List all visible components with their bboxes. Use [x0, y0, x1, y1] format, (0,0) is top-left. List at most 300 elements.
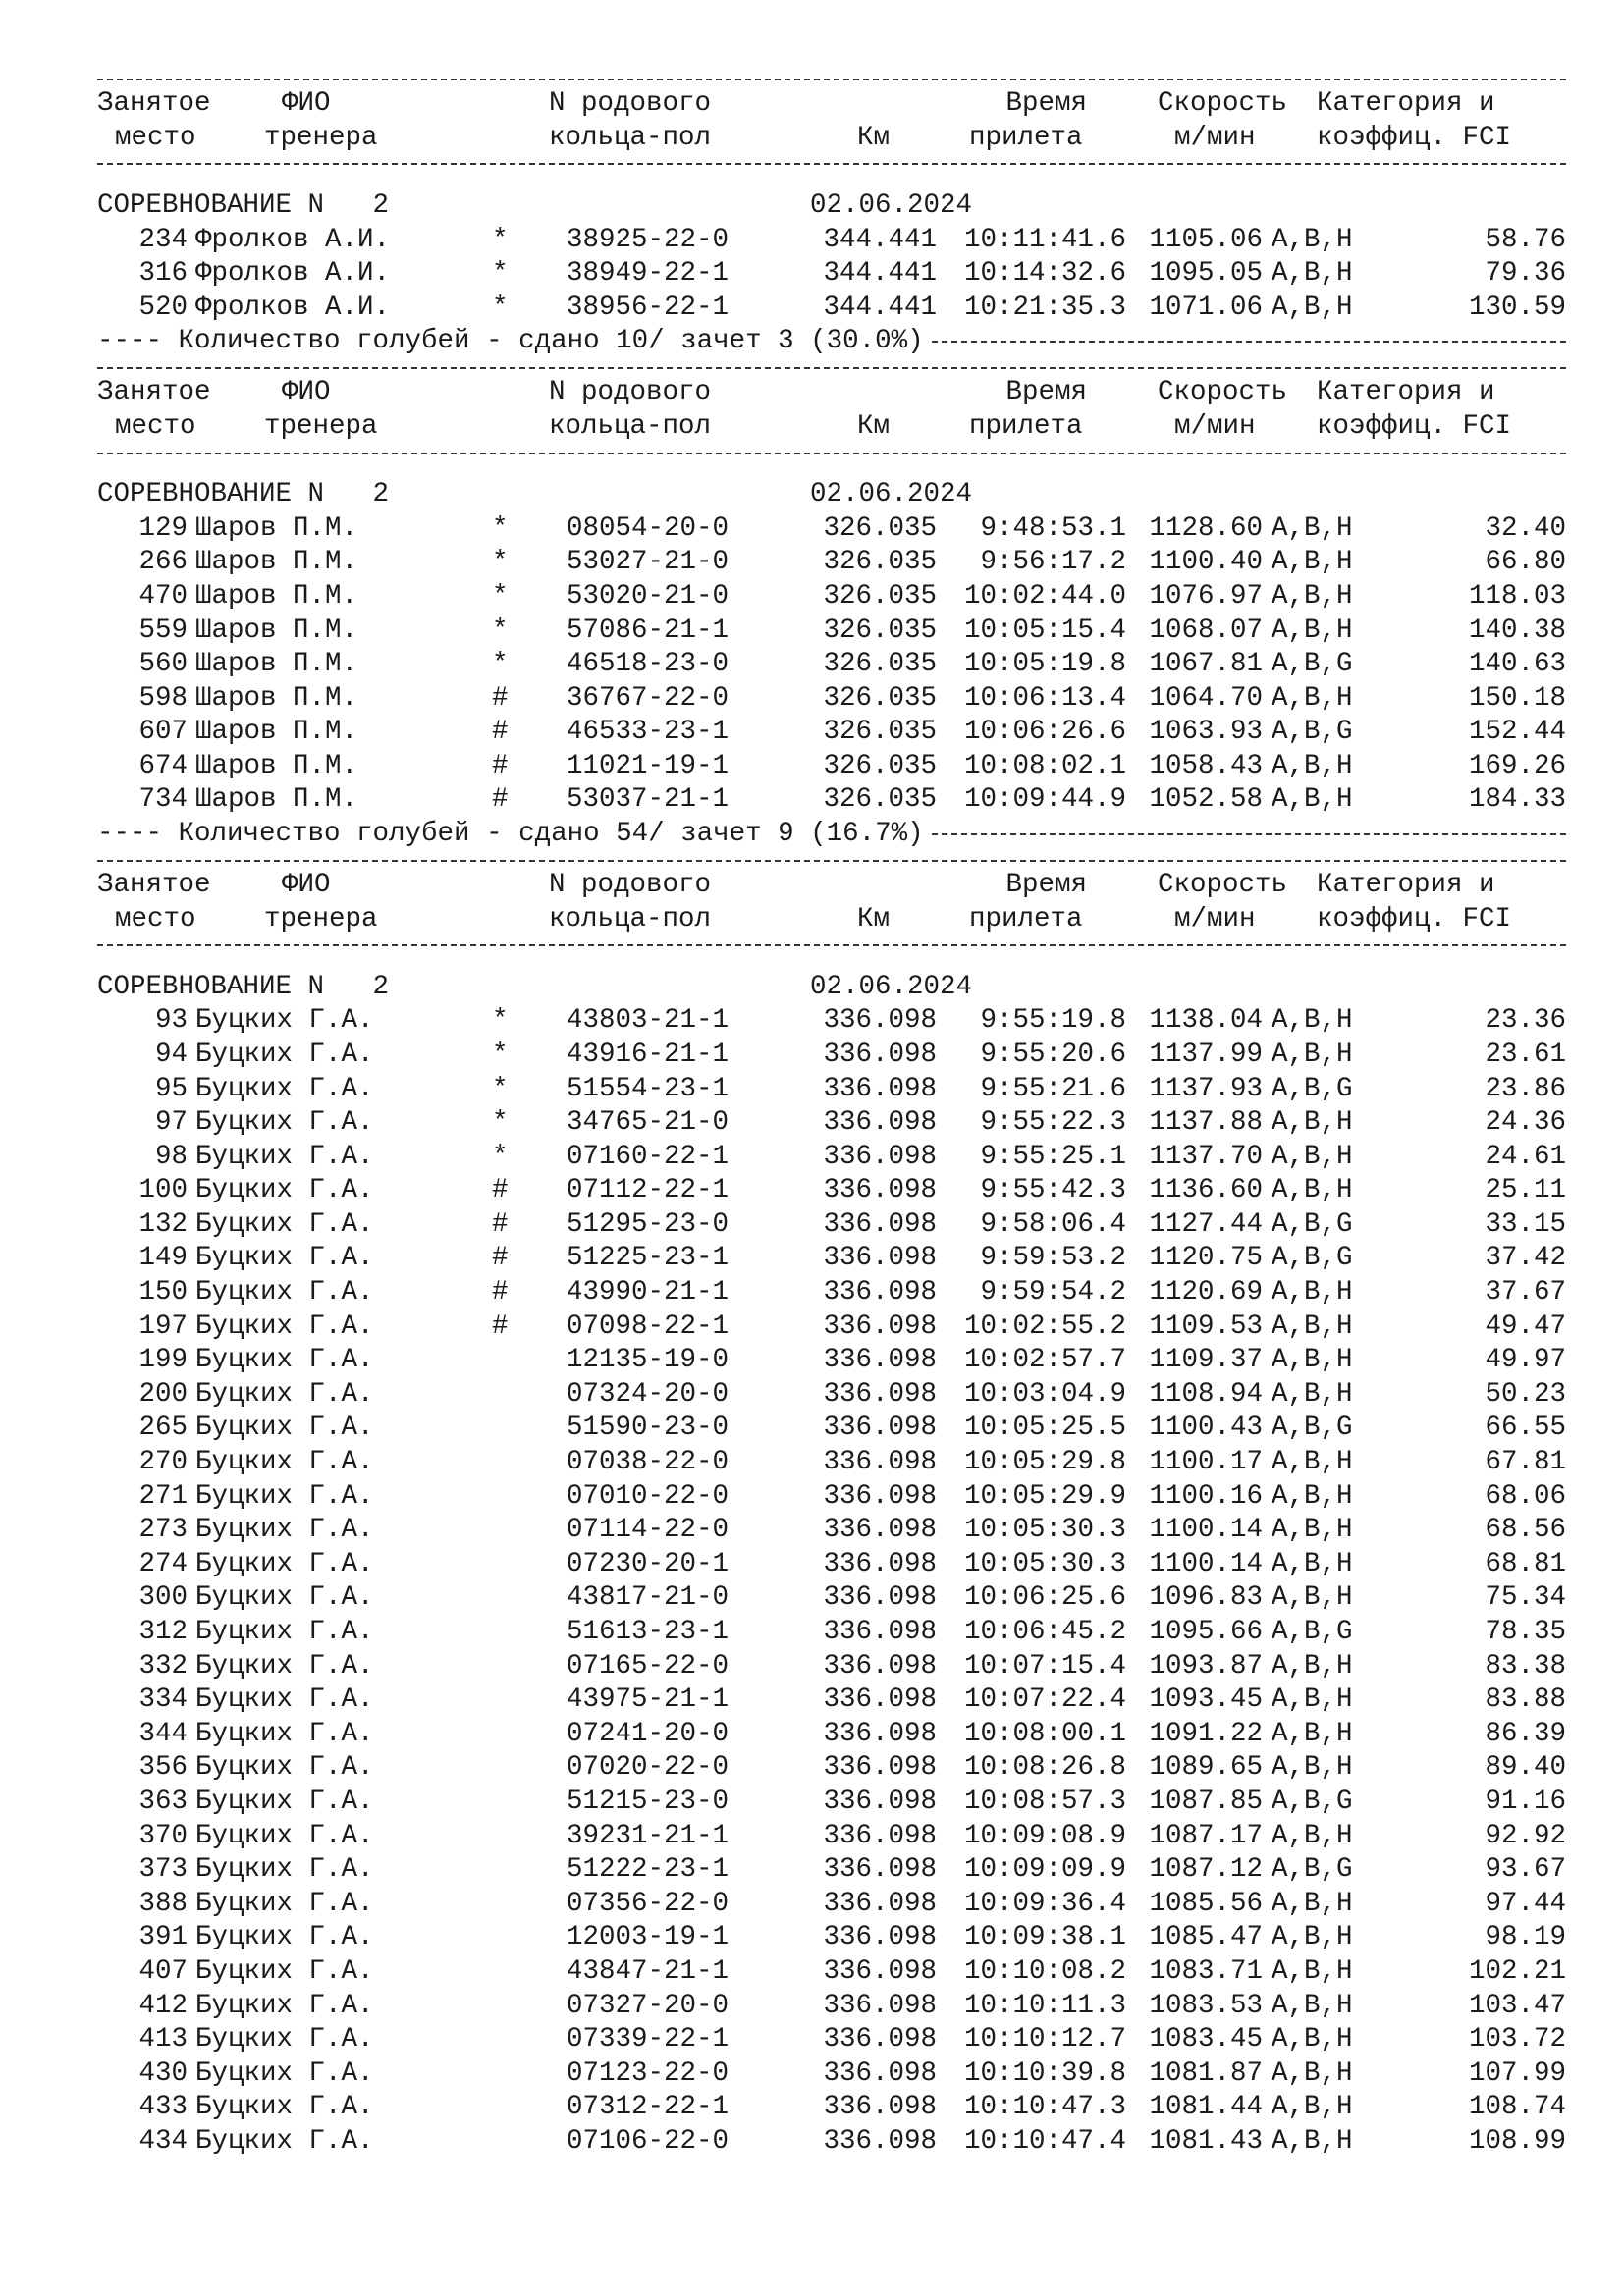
- header-ring-2: кольца-пол: [549, 122, 712, 153]
- ring-number: 51295-23-0: [567, 1208, 730, 1240]
- place: 132: [138, 1208, 188, 1240]
- speed: 1100.40: [1149, 547, 1263, 578]
- place: 273: [138, 1515, 188, 1546]
- header-ring: N родового: [549, 377, 712, 408]
- place: 363: [138, 1786, 188, 1817]
- category: A,B,H: [1272, 1141, 1353, 1172]
- place: 271: [138, 1480, 188, 1512]
- ring-number: 51215-23-0: [567, 1786, 730, 1817]
- arrival-time: 10:14:32.6: [963, 258, 1126, 290]
- table-row: [97, 682, 1566, 717]
- place: 270: [138, 1447, 188, 1478]
- arrival-time: 10:05:25.5: [963, 1413, 1126, 1444]
- distance-km: 336.098: [823, 1413, 937, 1444]
- speed: 1085.47: [1149, 1922, 1263, 1953]
- category: A,B,H: [1272, 1107, 1353, 1139]
- fci-coefficient: 108.99: [1468, 2125, 1566, 2157]
- distance-km: 326.035: [823, 614, 937, 646]
- trainer-name: Буцких Г.А.: [195, 1820, 374, 1851]
- ring-number: 43975-21-1: [567, 1684, 730, 1716]
- place: 674: [138, 750, 188, 781]
- place: 607: [138, 717, 188, 748]
- fci-coefficient: 118.03: [1468, 580, 1566, 612]
- table-row: [97, 512, 1566, 547]
- distance-km: 336.098: [823, 1684, 937, 1716]
- trainer-name: Буцких Г.А.: [195, 1243, 374, 1274]
- table-row: [97, 292, 1566, 326]
- speed: 1138.04: [1149, 1005, 1263, 1037]
- mark: #: [492, 784, 509, 816]
- speed: 1137.70: [1149, 1141, 1263, 1172]
- header-fio-2: тренера: [264, 410, 378, 442]
- table-header-line-1: [97, 869, 1566, 903]
- header-place-2: место: [115, 122, 196, 153]
- trainer-name: Буцких Г.А.: [195, 1378, 374, 1410]
- distance-km: 336.098: [823, 1345, 937, 1376]
- trainer-name: Буцких Г.А.: [195, 1413, 374, 1444]
- ring-number: 07241-20-0: [567, 1718, 730, 1749]
- trainer-name: Шаров П.М.: [195, 547, 358, 578]
- place: 560: [138, 649, 188, 680]
- distance-km: 336.098: [823, 2057, 937, 2089]
- mark: *: [492, 1005, 509, 1037]
- arrival-time: 10:05:29.8: [963, 1447, 1126, 1478]
- header-time: Время: [1005, 88, 1087, 120]
- ring-number: 43817-21-0: [567, 1582, 730, 1614]
- distance-km: 336.098: [823, 1820, 937, 1851]
- place: 265: [138, 1413, 188, 1444]
- ring-number: 51590-23-0: [567, 1413, 730, 1444]
- arrival-time: 10:02:57.7: [963, 1345, 1126, 1376]
- speed: 1093.87: [1149, 1650, 1263, 1682]
- arrival-time: 9:55:22.3: [980, 1107, 1126, 1139]
- speed: 1127.44: [1149, 1208, 1263, 1240]
- category: A,B,H: [1272, 1582, 1353, 1614]
- table-row: [97, 2023, 1566, 2057]
- ring-number: 07312-22-1: [567, 2092, 730, 2123]
- category: A,B,H: [1272, 1718, 1353, 1749]
- mark: *: [492, 1141, 509, 1172]
- category: A,B,H: [1272, 258, 1353, 290]
- arrival-time: 9:55:21.6: [980, 1073, 1126, 1104]
- mark: *: [492, 649, 509, 680]
- fci-coefficient: 37.42: [1485, 1243, 1566, 1274]
- mark: #: [492, 1310, 509, 1342]
- arrival-time: 9:48:53.1: [980, 512, 1126, 544]
- ring-number: 38956-22-1: [567, 292, 730, 323]
- speed: 1083.71: [1149, 1955, 1263, 1987]
- ring-number: 46518-23-0: [567, 649, 730, 680]
- category: A,B,H: [1272, 512, 1353, 544]
- speed: 1100.16: [1149, 1480, 1263, 1512]
- distance-km: 336.098: [823, 1208, 937, 1240]
- header-place: Занятое: [97, 377, 211, 408]
- place: 95: [154, 1073, 188, 1104]
- fci-coefficient: 184.33: [1468, 784, 1566, 816]
- ring-number: 07098-22-1: [567, 1310, 730, 1342]
- speed: 1087.12: [1149, 1854, 1263, 1886]
- header-time-2: прилета: [969, 122, 1083, 153]
- category: A,B,H: [1272, 547, 1353, 578]
- ring-number: 46533-23-1: [567, 717, 730, 748]
- arrival-time: 10:05:19.8: [963, 649, 1126, 680]
- speed: 1081.43: [1149, 2125, 1263, 2157]
- place: 559: [138, 614, 188, 646]
- header-fio-2: тренера: [264, 903, 378, 934]
- category: A,B,H: [1272, 224, 1353, 255]
- category: A,B,H: [1272, 1447, 1353, 1478]
- fci-coefficient: 83.38: [1485, 1650, 1566, 1682]
- speed: 1100.17: [1149, 1447, 1263, 1478]
- speed: 1137.99: [1149, 1039, 1263, 1070]
- trainer-name: Буцких Г.А.: [195, 1990, 374, 2021]
- category: A,B,G: [1272, 1617, 1353, 1648]
- mark: *: [492, 547, 509, 578]
- category: A,B,H: [1272, 784, 1353, 816]
- trainer-name: Шаров П.М.: [195, 649, 358, 680]
- distance-km: 336.098: [823, 1480, 937, 1512]
- header-km: Км: [857, 903, 891, 934]
- category: A,B,H: [1272, 2092, 1353, 2123]
- header-place-2: место: [115, 903, 196, 934]
- speed: 1076.97: [1149, 580, 1263, 612]
- arrival-time: 9:58:06.4: [980, 1208, 1126, 1240]
- distance-km: 344.441: [823, 292, 937, 323]
- fci-coefficient: 68.06: [1485, 1480, 1566, 1512]
- category: A,B,H: [1272, 1820, 1353, 1851]
- header-time-2: прилета: [969, 410, 1083, 442]
- ring-number: 51554-23-1: [567, 1073, 730, 1104]
- fci-coefficient: 24.61: [1485, 1141, 1566, 1172]
- place: 199: [138, 1345, 188, 1376]
- distance-km: 336.098: [823, 1515, 937, 1546]
- distance-km: 326.035: [823, 580, 937, 612]
- category: A,B,H: [1272, 682, 1353, 714]
- arrival-time: 10:10:47.3: [963, 2092, 1126, 2123]
- category: A,B,H: [1272, 2024, 1353, 2056]
- arrival-time: 10:06:25.6: [963, 1582, 1126, 1614]
- header-place-2: место: [115, 410, 196, 442]
- results-sheet: [97, 71, 1566, 2160]
- ring-number: 07324-20-0: [567, 1378, 730, 1410]
- distance-km: 336.098: [823, 1175, 937, 1206]
- ring-number: 07020-22-0: [567, 1752, 730, 1784]
- speed: 1105.06: [1149, 224, 1263, 255]
- category: A,B,G: [1272, 1413, 1353, 1444]
- speed: 1081.87: [1149, 2057, 1263, 2089]
- trainer-name: Фролков А.И.: [195, 224, 391, 255]
- mark: #: [492, 1243, 509, 1274]
- place: 433: [138, 2092, 188, 2123]
- fci-coefficient: 140.63: [1468, 649, 1566, 680]
- fci-coefficient: 83.88: [1485, 1684, 1566, 1716]
- dashed-rule: [97, 936, 1566, 953]
- trainer-name: Буцких Г.А.: [195, 1039, 374, 1070]
- mark: #: [492, 1175, 509, 1206]
- dashed-rule: [97, 71, 1566, 87]
- arrival-time: 10:09:36.4: [963, 1888, 1126, 1919]
- fci-coefficient: 32.40: [1485, 512, 1566, 544]
- header-km: Км: [857, 122, 891, 153]
- speed: 1063.93: [1149, 717, 1263, 748]
- category: A,B,H: [1272, 1955, 1353, 1987]
- place: 316: [138, 258, 188, 290]
- arrival-time: 10:10:08.2: [963, 1955, 1126, 1987]
- table-row: [97, 1242, 1566, 1276]
- distance-km: 336.098: [823, 1617, 937, 1648]
- mark: *: [492, 512, 509, 544]
- speed: 1091.22: [1149, 1718, 1263, 1749]
- arrival-time: 10:08:26.8: [963, 1752, 1126, 1784]
- summary-line: [97, 325, 1566, 359]
- category: A,B,H: [1272, 1378, 1353, 1410]
- header-speed-2: м/мин: [1174, 903, 1256, 934]
- header-ring: N родового: [549, 869, 712, 900]
- fci-coefficient: 92.92: [1485, 1820, 1566, 1851]
- trainer-name: Буцких Г.А.: [195, 1480, 374, 1512]
- fci-coefficient: 49.47: [1485, 1310, 1566, 1342]
- arrival-time: 10:08:57.3: [963, 1786, 1126, 1817]
- arrival-time: 10:06:45.2: [963, 1617, 1126, 1648]
- arrival-time: 10:21:35.3: [963, 292, 1126, 323]
- distance-km: 326.035: [823, 784, 937, 816]
- mark: #: [492, 750, 509, 781]
- table-row: [97, 580, 1566, 614]
- trainer-name: Буцких Г.А.: [195, 1718, 374, 1749]
- table-row: [97, 750, 1566, 784]
- place: 430: [138, 2057, 188, 2089]
- ring-number: 12135-19-0: [567, 1345, 730, 1376]
- table-row: [97, 1990, 1566, 2024]
- trainer-name: Буцких Г.А.: [195, 1345, 374, 1376]
- trainer-name: Буцких Г.А.: [195, 1888, 374, 1919]
- speed: 1067.81: [1149, 649, 1263, 680]
- table-row: [97, 1039, 1566, 1073]
- distance-km: 336.098: [823, 1650, 937, 1682]
- place: 734: [138, 784, 188, 816]
- place: 370: [138, 1820, 188, 1851]
- trainer-name: Шаров П.М.: [195, 750, 358, 781]
- header-time: Время: [1005, 377, 1087, 408]
- fci-coefficient: 93.67: [1485, 1854, 1566, 1886]
- place: 266: [138, 547, 188, 578]
- place: 129: [138, 512, 188, 544]
- trainer-name: Буцких Г.А.: [195, 1277, 374, 1308]
- table-row: [97, 546, 1566, 580]
- trainer-name: Буцких Г.А.: [195, 1786, 374, 1817]
- place: 93: [154, 1005, 188, 1037]
- distance-km: 326.035: [823, 649, 937, 680]
- place: 234: [138, 224, 188, 255]
- place: 312: [138, 1617, 188, 1648]
- table-row: [97, 716, 1566, 750]
- fci-coefficient: 37.67: [1485, 1277, 1566, 1308]
- trainer-name: Буцких Г.А.: [195, 1650, 374, 1682]
- mark: *: [492, 292, 509, 323]
- trainer-name: Буцких Г.А.: [195, 1548, 374, 1579]
- trainer-name: Буцких Г.А.: [195, 1922, 374, 1953]
- summary-text: ---- Количество голубей - сдано 10/ зачет 3 (30.0%): [97, 325, 930, 359]
- category: A,B,H: [1272, 1752, 1353, 1784]
- table-row: [97, 1480, 1566, 1515]
- place: 412: [138, 1990, 188, 2021]
- distance-km: 336.098: [823, 2125, 937, 2157]
- fci-coefficient: 49.97: [1485, 1345, 1566, 1376]
- fci-coefficient: 23.86: [1485, 1073, 1566, 1104]
- speed: 1100.14: [1149, 1548, 1263, 1579]
- table-row: [97, 1276, 1566, 1310]
- summary-text: ---- Количество голубей - сдано 54/ зачет 9 (16.7%): [97, 818, 930, 852]
- category: A,B,H: [1272, 1888, 1353, 1919]
- header-ring-2: кольца-пол: [549, 903, 712, 934]
- table-row: [97, 1141, 1566, 1175]
- category: A,B,G: [1272, 649, 1353, 680]
- ring-number: 34765-21-0: [567, 1107, 730, 1139]
- competition-line: [97, 189, 1566, 224]
- ring-number: 07327-20-0: [567, 1990, 730, 2021]
- ring-number: 51613-23-1: [567, 1617, 730, 1648]
- table-row: [97, 1446, 1566, 1480]
- table-header-line-2: [97, 410, 1566, 445]
- spacer: [97, 461, 1566, 478]
- trainer-name: Фролков А.И.: [195, 292, 391, 323]
- distance-km: 336.098: [823, 1990, 937, 2021]
- arrival-time: 10:03:04.9: [963, 1378, 1126, 1410]
- trainer-name: Буцких Г.А.: [195, 1208, 374, 1240]
- table-row: [97, 1853, 1566, 1888]
- distance-km: 336.098: [823, 1854, 937, 1886]
- distance-km: 336.098: [823, 1073, 937, 1104]
- trainer-name: Буцких Г.А.: [195, 1107, 374, 1139]
- mark: *: [492, 1039, 509, 1070]
- table-row: [97, 1208, 1566, 1243]
- trainer-name: Буцких Г.А.: [195, 2057, 374, 2089]
- arrival-time: 9:56:17.2: [980, 547, 1126, 578]
- mark: *: [492, 1107, 509, 1139]
- speed: 1087.85: [1149, 1786, 1263, 1817]
- category: A,B,H: [1272, 1922, 1353, 1953]
- arrival-time: 10:07:15.4: [963, 1650, 1126, 1682]
- place: 97: [154, 1107, 188, 1139]
- trainer-name: Буцких Г.А.: [195, 1073, 374, 1104]
- speed: 1064.70: [1149, 682, 1263, 714]
- table-header-line-1: [97, 87, 1566, 122]
- trainer-name: Буцких Г.А.: [195, 1447, 374, 1478]
- place: 150: [138, 1277, 188, 1308]
- ring-number: 39231-21-1: [567, 1820, 730, 1851]
- fci-coefficient: 103.47: [1468, 1990, 1566, 2021]
- category: A,B,H: [1272, 1175, 1353, 1206]
- category: A,B,H: [1272, 1480, 1353, 1512]
- category: A,B,H: [1272, 1650, 1353, 1682]
- category: A,B,H: [1272, 1684, 1353, 1716]
- arrival-time: 10:06:13.4: [963, 682, 1126, 714]
- category: A,B,G: [1272, 1854, 1353, 1886]
- distance-km: 326.035: [823, 512, 937, 544]
- fci-coefficient: 24.36: [1485, 1107, 1566, 1139]
- arrival-time: 9:55:19.8: [980, 1005, 1126, 1037]
- arrival-time: 10:05:30.3: [963, 1548, 1126, 1579]
- header-category-2: коэффиц. FCI: [1317, 410, 1512, 442]
- competition-title: СОРЕВНОВАНИЕ N 2: [97, 971, 390, 1002]
- header-category: Категория и: [1317, 88, 1495, 120]
- trainer-name: Буцких Г.А.: [195, 2092, 374, 2123]
- speed: 1108.94: [1149, 1378, 1263, 1410]
- category: A,B,H: [1272, 1548, 1353, 1579]
- category: A,B,G: [1272, 717, 1353, 748]
- table-row: [97, 2125, 1566, 2160]
- mark: #: [492, 717, 509, 748]
- ring-number: 08054-20-0: [567, 512, 730, 544]
- speed: 1083.45: [1149, 2024, 1263, 2056]
- header-ring: N родового: [549, 88, 712, 120]
- speed: 1087.17: [1149, 1820, 1263, 1851]
- table-row: [97, 1412, 1566, 1446]
- table-row: [97, 1514, 1566, 1548]
- fci-coefficient: 97.44: [1485, 1888, 1566, 1919]
- table-row: [97, 1955, 1566, 1990]
- category: A,B,G: [1272, 1208, 1353, 1240]
- mark: #: [492, 1277, 509, 1308]
- arrival-time: 10:09:09.9: [963, 1854, 1126, 1886]
- header-km: Км: [857, 410, 891, 442]
- trainer-name: Буцких Г.А.: [195, 2024, 374, 2056]
- category: A,B,H: [1272, 1515, 1353, 1546]
- distance-km: 336.098: [823, 1718, 937, 1749]
- distance-km: 336.098: [823, 1548, 937, 1579]
- trainer-name: Шаров П.М.: [195, 682, 358, 714]
- summary-line: [97, 818, 1566, 852]
- header-fio-2: тренера: [264, 122, 378, 153]
- table-row: [97, 1616, 1566, 1650]
- speed: 1137.93: [1149, 1073, 1263, 1104]
- distance-km: 326.035: [823, 547, 937, 578]
- header-category: Категория и: [1317, 377, 1495, 408]
- spacer: [97, 173, 1566, 189]
- trainer-name: Шаров П.М.: [195, 784, 358, 816]
- fci-coefficient: 169.26: [1468, 750, 1566, 781]
- ring-number: 51225-23-1: [567, 1243, 730, 1274]
- place: 407: [138, 1955, 188, 1987]
- mark: *: [492, 614, 509, 646]
- place: 344: [138, 1718, 188, 1749]
- arrival-time: 10:07:22.4: [963, 1684, 1126, 1716]
- table-row: [97, 1004, 1566, 1039]
- competition-line: [97, 478, 1566, 512]
- distance-km: 336.098: [823, 1005, 937, 1037]
- category: A,B,H: [1272, 750, 1353, 781]
- ring-number: 07112-22-1: [567, 1175, 730, 1206]
- trainer-name: Буцких Г.А.: [195, 1582, 374, 1614]
- table-row: [97, 224, 1566, 258]
- table-row: [97, 648, 1566, 682]
- ring-number: 07010-22-0: [567, 1480, 730, 1512]
- header-fio: ФИО: [282, 88, 331, 120]
- distance-km: 336.098: [823, 1752, 937, 1784]
- trainer-name: Буцких Г.А.: [195, 1515, 374, 1546]
- table-header-line-2: [97, 903, 1566, 937]
- ring-number: 07123-22-0: [567, 2057, 730, 2089]
- ring-number: 51222-23-1: [567, 1854, 730, 1886]
- header-category-2: коэффиц. FCI: [1317, 903, 1512, 934]
- place: 391: [138, 1922, 188, 1953]
- speed: 1071.06: [1149, 292, 1263, 323]
- place: 274: [138, 1548, 188, 1579]
- speed: 1109.37: [1149, 1345, 1263, 1376]
- distance-km: 336.098: [823, 1243, 937, 1274]
- distance-km: 326.035: [823, 717, 937, 748]
- fci-coefficient: 107.99: [1468, 2057, 1566, 2089]
